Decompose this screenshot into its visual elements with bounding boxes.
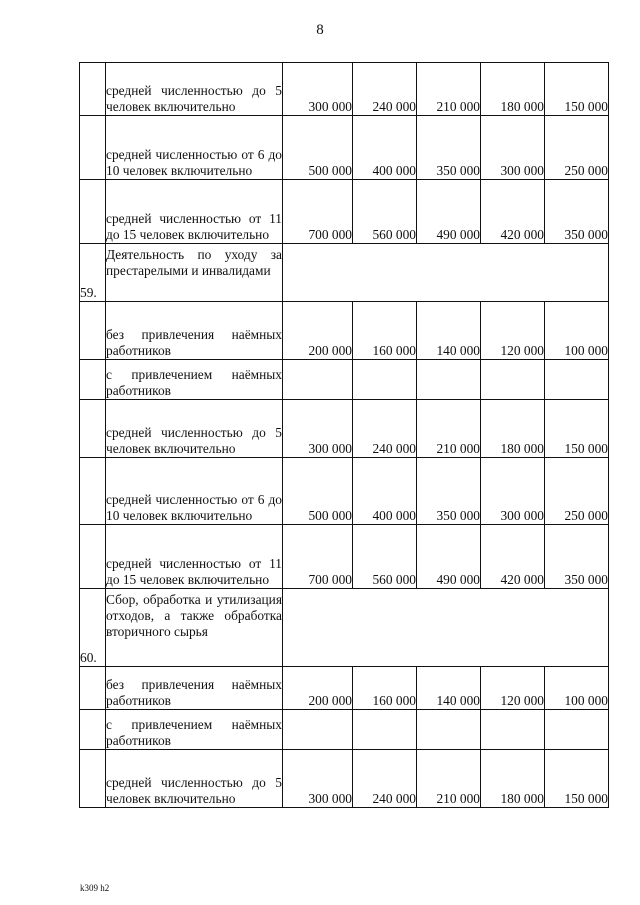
value-cell: 500 000 bbox=[283, 458, 353, 525]
row-index bbox=[80, 750, 106, 808]
row-description: средней численностью от 11 до 15 человек включительно bbox=[106, 525, 283, 589]
table-row bbox=[80, 525, 609, 589]
page-number: 8 bbox=[316, 22, 324, 38]
value-cell: 300 000 bbox=[283, 400, 353, 458]
value-cell: 250 000 bbox=[545, 116, 609, 180]
value-cell: 210 000 bbox=[417, 400, 481, 458]
row-index bbox=[80, 302, 106, 360]
table-row bbox=[80, 400, 609, 458]
row-description: средней численностью до 5 человек включительно bbox=[106, 63, 283, 116]
value-cell: 420 000 bbox=[481, 525, 545, 589]
table-row bbox=[80, 667, 609, 710]
table-row bbox=[80, 63, 609, 116]
section-row bbox=[80, 589, 609, 667]
table-row bbox=[80, 180, 609, 244]
value-cell: 240 000 bbox=[353, 400, 417, 458]
row-description: средней численностью от 6 до 10 человек включительно bbox=[106, 116, 283, 180]
row-description: средней численностью до 5 человек включительно bbox=[106, 400, 283, 458]
value-cell: 100 000 bbox=[545, 667, 609, 710]
value-cell: 180 000 bbox=[481, 63, 545, 116]
row-index bbox=[80, 180, 106, 244]
value-cell bbox=[545, 710, 609, 750]
value-cell: 490 000 bbox=[417, 525, 481, 589]
row-index bbox=[80, 360, 106, 400]
value-cell: 200 000 bbox=[283, 667, 353, 710]
value-cell bbox=[417, 710, 481, 750]
row-index: 59. bbox=[80, 244, 106, 302]
value-cell: 210 000 bbox=[417, 750, 481, 808]
value-cell: 400 000 bbox=[353, 458, 417, 525]
section-title: Деятельность по уходу за престарелыми и инвалидами bbox=[106, 244, 283, 302]
value-cell: 180 000 bbox=[481, 400, 545, 458]
table-row bbox=[80, 302, 609, 360]
value-cell: 210 000 bbox=[417, 63, 481, 116]
value-cell: 300 000 bbox=[283, 63, 353, 116]
row-description: без привлечения наёмных работников bbox=[106, 302, 283, 360]
row-description: с привлечением наёмных работников bbox=[106, 360, 283, 400]
value-cell bbox=[353, 360, 417, 400]
value-cell: 240 000 bbox=[353, 750, 417, 808]
section-blank-cell bbox=[283, 244, 609, 302]
value-cell bbox=[353, 710, 417, 750]
row-index bbox=[80, 400, 106, 458]
row-description: средней численностью от 11 до 15 человек включительно bbox=[106, 180, 283, 244]
section-title: Сбор, обработка и утилизация отходов, а также обработка вторичного сырья bbox=[106, 589, 283, 667]
value-cell: 140 000 bbox=[417, 302, 481, 360]
value-cell: 100 000 bbox=[545, 302, 609, 360]
value-cell: 200 000 bbox=[283, 302, 353, 360]
value-cell bbox=[283, 360, 353, 400]
row-index bbox=[80, 710, 106, 750]
value-cell: 350 000 bbox=[545, 525, 609, 589]
value-cell: 250 000 bbox=[545, 458, 609, 525]
value-cell: 300 000 bbox=[481, 458, 545, 525]
value-cell: 350 000 bbox=[417, 458, 481, 525]
row-index bbox=[80, 525, 106, 589]
value-cell: 150 000 bbox=[545, 63, 609, 116]
value-cell bbox=[481, 710, 545, 750]
tariff-table-body bbox=[80, 63, 609, 808]
row-description: средней численностью от 6 до 10 человек включительно bbox=[106, 458, 283, 525]
value-cell: 140 000 bbox=[417, 667, 481, 710]
value-cell: 180 000 bbox=[481, 750, 545, 808]
value-cell: 560 000 bbox=[353, 525, 417, 589]
value-cell: 120 000 bbox=[481, 667, 545, 710]
footer-code: k309 h2 bbox=[80, 883, 110, 893]
section-blank-cell bbox=[283, 589, 609, 667]
value-cell: 150 000 bbox=[545, 400, 609, 458]
value-cell bbox=[545, 360, 609, 400]
value-cell: 490 000 bbox=[417, 180, 481, 244]
value-cell: 350 000 bbox=[417, 116, 481, 180]
value-cell: 560 000 bbox=[353, 180, 417, 244]
value-cell: 160 000 bbox=[353, 667, 417, 710]
value-cell: 700 000 bbox=[283, 525, 353, 589]
row-index bbox=[80, 116, 106, 180]
value-cell: 400 000 bbox=[353, 116, 417, 180]
value-cell: 300 000 bbox=[481, 116, 545, 180]
value-cell: 160 000 bbox=[353, 302, 417, 360]
value-cell bbox=[283, 710, 353, 750]
section-row bbox=[80, 244, 609, 302]
row-index bbox=[80, 458, 106, 525]
value-cell bbox=[481, 360, 545, 400]
value-cell: 350 000 bbox=[545, 180, 609, 244]
value-cell: 120 000 bbox=[481, 302, 545, 360]
value-cell: 150 000 bbox=[545, 750, 609, 808]
value-cell: 420 000 bbox=[481, 180, 545, 244]
table-row bbox=[80, 750, 609, 808]
value-cell bbox=[417, 360, 481, 400]
value-cell: 240 000 bbox=[353, 63, 417, 116]
row-description: с привлечением наёмных работников bbox=[106, 710, 283, 750]
value-cell: 300 000 bbox=[283, 750, 353, 808]
table-row bbox=[80, 360, 609, 400]
row-index: 60. bbox=[80, 589, 106, 667]
table-row bbox=[80, 458, 609, 525]
value-cell: 500 000 bbox=[283, 116, 353, 180]
row-description: без привлечения наёмных работников bbox=[106, 667, 283, 710]
tariff-table bbox=[79, 62, 609, 808]
row-index bbox=[80, 63, 106, 116]
row-index bbox=[80, 667, 106, 710]
table-row bbox=[80, 710, 609, 750]
table-row bbox=[80, 116, 609, 180]
value-cell: 700 000 bbox=[283, 180, 353, 244]
row-description: средней численностью до 5 человек включительно bbox=[106, 750, 283, 808]
